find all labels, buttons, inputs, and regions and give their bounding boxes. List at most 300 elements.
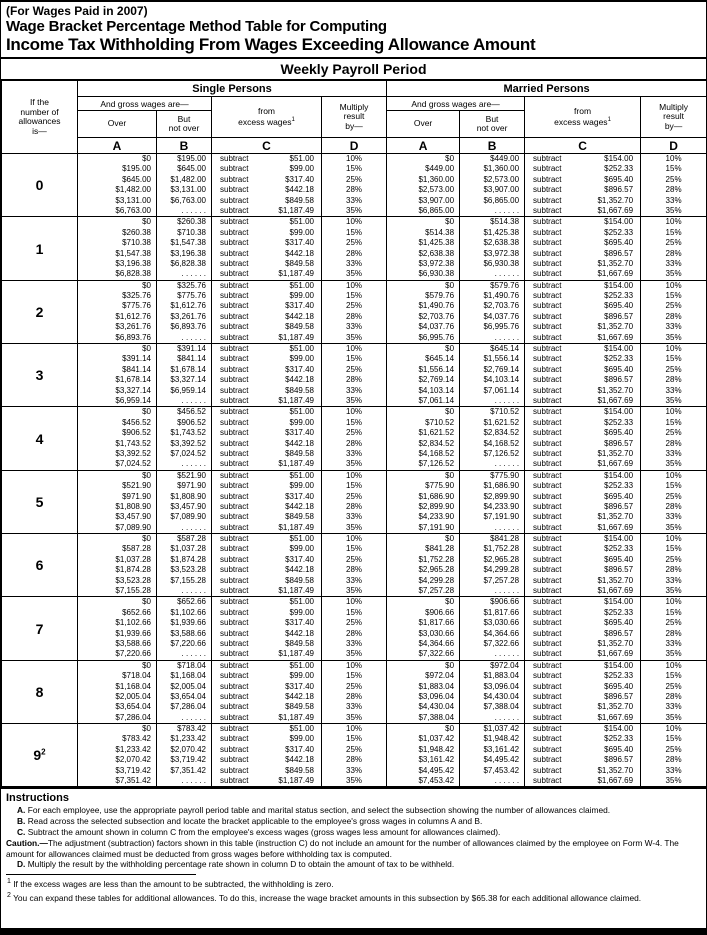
subtract-amount: $317.40 xyxy=(285,744,314,754)
wage-over-amount: $0 xyxy=(445,534,455,544)
subtract-word: subtract xyxy=(220,765,249,775)
subtract-line xyxy=(525,418,640,428)
subtract-amount: $1,187.49 xyxy=(278,269,314,279)
allowance-block-2 xyxy=(2,280,707,343)
instruction-lead: A. xyxy=(17,805,26,816)
subtract-amount: $896.57 xyxy=(604,375,634,385)
subtract-word: subtract xyxy=(220,481,249,491)
subtract-line xyxy=(525,259,640,269)
married-over-cell xyxy=(387,344,460,407)
subtract-line xyxy=(212,196,321,206)
withholding-rate: 35% xyxy=(665,395,682,405)
subtract-amount: $99.00 xyxy=(289,734,314,744)
period-title: Weekly Payroll Period xyxy=(280,61,427,77)
footnote-divider xyxy=(6,874,196,875)
subtract-amount: $154.00 xyxy=(604,154,634,163)
allowances-header-line: allowances xyxy=(18,116,61,126)
subtract-word: subtract xyxy=(533,671,562,681)
subtract-line xyxy=(212,459,321,469)
wage-over-amount: $645.14 xyxy=(425,354,455,364)
withholding-rate: 10% xyxy=(665,660,682,670)
subtract-line xyxy=(212,682,321,692)
subtract-word: subtract xyxy=(220,776,249,786)
subtract-word: subtract xyxy=(533,501,562,511)
withholding-rate: 25% xyxy=(346,744,363,754)
wage-but-not-over-amount: $6,865.00 xyxy=(483,195,520,205)
wage-over-amount: $3,392.52 xyxy=(115,448,151,458)
withholding-rate: 33% xyxy=(665,258,682,268)
single-multiply-cell xyxy=(322,534,387,597)
subtract-word: subtract xyxy=(220,385,249,395)
subtract-amount: $1,352.70 xyxy=(597,385,634,395)
wage-but-not-over-amount: $3,972.38 xyxy=(483,248,520,258)
subtract-amount: $1,667.69 xyxy=(597,649,634,659)
wage-but-not-over-amount: $3,588.66 xyxy=(170,628,206,638)
withholding-rate: 10% xyxy=(346,470,363,480)
wage-over-amount: $971.90 xyxy=(122,491,151,501)
subtract-word: subtract xyxy=(220,691,249,701)
married-over-cell xyxy=(387,597,460,660)
wage-but-not-over-amount: $3,096.04 xyxy=(483,681,520,691)
subtract-word: subtract xyxy=(533,575,562,585)
withholding-rate: 35% xyxy=(346,586,363,596)
title-line-1: Wage Bracket Percentage Method Table for Computing xyxy=(6,18,387,35)
wage-but-not-over-amount: . . . . . . xyxy=(494,205,520,215)
wage-but-not-over-amount: . . . . . . xyxy=(494,712,520,722)
subtract-word: subtract xyxy=(533,217,562,227)
instruction-lead: C. xyxy=(17,827,26,838)
wage-but-not-over-amount: $7,061.14 xyxy=(483,385,520,395)
subtract-word: subtract xyxy=(533,322,562,332)
subtract-amount: $317.40 xyxy=(285,174,314,184)
allowance-count xyxy=(2,597,78,660)
subtract-word: subtract xyxy=(533,724,562,734)
wage-but-not-over-amount: $1,102.66 xyxy=(170,607,206,617)
withholding-rate: 35% xyxy=(346,395,363,405)
subtract-word: subtract xyxy=(533,638,562,648)
wage-over-amount: $4,103.14 xyxy=(418,385,455,395)
subtract-line xyxy=(525,301,640,311)
subtract-word: subtract xyxy=(220,448,249,458)
subtract-word: subtract xyxy=(220,438,249,448)
subtract-amount: $1,187.49 xyxy=(278,776,314,786)
wage-but-not-over-amount: $3,654.04 xyxy=(170,691,206,701)
subtract-line xyxy=(525,724,640,734)
subtract-line xyxy=(525,661,640,671)
withholding-rate: 25% xyxy=(665,681,682,691)
wage-but-not-over-amount: $7,024.52 xyxy=(170,448,206,458)
subtract-line xyxy=(525,523,640,533)
wage-but-not-over-amount: . . . . . . xyxy=(181,522,206,532)
withholding-rate: 28% xyxy=(346,501,363,511)
wage-over-amount: $1,360.00 xyxy=(418,174,455,184)
withholding-rate: 28% xyxy=(665,438,682,448)
subtract-line xyxy=(212,281,321,291)
subtract-amount: $51.00 xyxy=(289,534,314,544)
subtract-word: subtract xyxy=(533,607,562,617)
column-letter-a-single: A xyxy=(78,138,157,154)
subtract-line xyxy=(525,449,640,459)
subtract-amount: $252.33 xyxy=(604,671,634,681)
footnote-ref-1: 1 xyxy=(607,117,611,124)
withholding-rate: 15% xyxy=(346,291,363,301)
wage-but-not-over-amount: $1,752.28 xyxy=(483,544,520,554)
but-not-over-header-married: But not over xyxy=(460,111,525,138)
wage-but-not-over-amount: $4,168.52 xyxy=(483,438,520,448)
subtract-word: subtract xyxy=(220,744,249,754)
withholding-rate: 10% xyxy=(665,470,682,480)
withholding-rate: 28% xyxy=(665,185,682,195)
wage-over-amount: $1,037.42 xyxy=(418,734,455,744)
subtract-amount: $896.57 xyxy=(604,691,634,701)
withholding-rate: 25% xyxy=(665,491,682,501)
allowance-count xyxy=(2,217,78,280)
subtract-line xyxy=(525,333,640,343)
wage-over-amount: $710.52 xyxy=(425,417,455,427)
withholding-rate: 15% xyxy=(665,481,682,491)
subtract-amount: $849.58 xyxy=(285,765,314,775)
wage-but-not-over-amount: $2,638.38 xyxy=(483,238,520,248)
subtract-line xyxy=(212,776,321,786)
wage-over-amount: $906.66 xyxy=(425,607,455,617)
subtract-line xyxy=(525,249,640,259)
wage-over-amount: $0 xyxy=(142,154,151,163)
page-bottom-bar xyxy=(1,928,706,935)
wage-but-not-over-amount: $4,364.66 xyxy=(483,628,520,638)
subtract-word: subtract xyxy=(533,154,562,163)
withholding-rate: 33% xyxy=(665,448,682,458)
wage-but-not-over-amount: $7,155.28 xyxy=(170,575,206,585)
subtract-word: subtract xyxy=(220,491,249,501)
subtract-word: subtract xyxy=(220,248,249,258)
married-over-cell xyxy=(387,407,460,470)
wage-but-not-over-amount: $906.66 xyxy=(490,597,520,607)
withholding-rate: 33% xyxy=(346,448,363,458)
wage-over-amount: $325.76 xyxy=(122,291,151,301)
married-subtract-cell xyxy=(525,217,641,280)
subtract-word: subtract xyxy=(220,534,249,544)
column-letter-c-married: C xyxy=(525,138,641,154)
wage-over-amount: $3,457.90 xyxy=(115,512,151,522)
withholding-rate: 33% xyxy=(665,195,682,205)
subtract-line xyxy=(212,555,321,565)
wage-but-not-over-amount: $652.66 xyxy=(177,597,206,607)
subtract-amount: $695.40 xyxy=(604,491,634,501)
instruction-item: D. Multiply the result by the withholding percentage rate shown in column D to obtain the amount of tax to be withheld. xyxy=(17,859,455,870)
subtract-word: subtract xyxy=(220,164,249,174)
withholding-rate: 35% xyxy=(665,522,682,532)
withholding-rate: 35% xyxy=(346,332,363,342)
withholding-rate: 15% xyxy=(346,481,363,491)
wage-but-not-over-amount: $2,965.28 xyxy=(483,554,520,564)
wage-but-not-over-amount: $6,930.38 xyxy=(483,258,520,268)
single-multiply-cell xyxy=(322,724,387,788)
subtract-amount: $849.58 xyxy=(285,702,314,712)
subtract-line xyxy=(212,439,321,449)
withholding-rate: 15% xyxy=(346,354,363,364)
single-persons-group-header: Single Persons xyxy=(78,80,387,97)
column-letter-b-married: B xyxy=(460,138,525,154)
wage-but-not-over-amount: $325.76 xyxy=(177,280,206,290)
multiply-result-header-single: Multiply result by— xyxy=(322,97,387,138)
withholding-rate: 25% xyxy=(665,428,682,438)
wage-over-amount: $1,678.14 xyxy=(115,375,151,385)
subtract-word: subtract xyxy=(220,671,249,681)
allowance-number: 7 xyxy=(35,620,44,637)
wage-but-not-over-amount: $1,612.76 xyxy=(170,301,206,311)
subtract-line xyxy=(212,396,321,406)
subtract-amount: $442.18 xyxy=(285,501,314,511)
subtract-line xyxy=(212,375,321,385)
allowance-count xyxy=(2,154,78,217)
married-multiply-cell xyxy=(641,534,707,597)
withholding-rate: 33% xyxy=(665,638,682,648)
wage-but-not-over-amount: $449.00 xyxy=(490,154,520,163)
subtract-from-excess-wages-header-married: from excess wages$^1$ xyxy=(525,97,641,138)
subtract-line xyxy=(525,692,640,702)
subtract-word: subtract xyxy=(220,354,249,364)
subtract-word: subtract xyxy=(220,649,249,659)
wage-but-not-over-amount: $841.14 xyxy=(177,354,206,364)
withholding-rate: 25% xyxy=(346,364,363,374)
subtract-word: subtract xyxy=(533,470,562,480)
subtract-line xyxy=(212,639,321,649)
wage-but-not-over-amount: $2,899.90 xyxy=(483,491,520,501)
subtract-word: subtract xyxy=(533,195,562,205)
withholding-rate: 25% xyxy=(665,744,682,754)
subtract-amount: $154.00 xyxy=(604,660,634,670)
subtract-amount: $99.00 xyxy=(289,481,314,491)
single-over-cell xyxy=(78,597,157,660)
subtract-word: subtract xyxy=(533,291,562,301)
subtract-line xyxy=(525,629,640,639)
subtract-word: subtract xyxy=(220,565,249,575)
gross-wages-header-single: And gross wages are— xyxy=(78,97,212,111)
wage-over-amount: $1,939.66 xyxy=(115,628,151,638)
subtract-line xyxy=(212,471,321,481)
subtract-amount: $51.00 xyxy=(289,470,314,480)
withholding-rate: 28% xyxy=(346,248,363,258)
wage-but-not-over-amount: . . . . . . xyxy=(181,649,206,659)
subtract-amount: $1,667.69 xyxy=(597,395,634,405)
column-letter-c-single: C xyxy=(212,138,322,154)
wage-but-not-over-amount: $7,126.52 xyxy=(483,448,520,458)
subtract-amount: $154.00 xyxy=(604,217,634,227)
subtract-word: subtract xyxy=(533,554,562,564)
subtract-amount: $849.58 xyxy=(285,385,314,395)
withholding-rate: 35% xyxy=(665,205,682,215)
withholding-rate: 15% xyxy=(346,734,363,744)
wage-but-not-over-amount: $6,828.38 xyxy=(170,258,206,268)
wage-over-amount: $3,972.38 xyxy=(418,258,455,268)
subtract-word: subtract xyxy=(533,280,562,290)
wage-over-amount: $7,024.52 xyxy=(115,459,151,469)
wage-over-amount: $7,351.42 xyxy=(115,776,151,786)
allowance-number: 2 xyxy=(35,303,44,320)
subtract-amount: $154.00 xyxy=(604,534,634,544)
withholding-rate: 25% xyxy=(346,618,363,628)
wage-over-amount: $1,168.04 xyxy=(115,681,151,691)
column-letter-b-single: B xyxy=(157,138,212,154)
wage-but-not-over-amount: $3,327.14 xyxy=(170,375,206,385)
wage-over-amount: $7,388.04 xyxy=(418,712,455,722)
withholding-rate: 10% xyxy=(346,660,363,670)
wage-but-not-over-amount: $841.28 xyxy=(490,534,520,544)
wage-but-not-over-amount: $972.04 xyxy=(490,660,520,670)
subtract-word: subtract xyxy=(533,565,562,575)
allowance-number: 0 xyxy=(35,177,44,194)
subtract-word: subtract xyxy=(533,185,562,195)
subtract-amount: $1,187.49 xyxy=(278,395,314,405)
subtract-line xyxy=(212,333,321,343)
wage-but-not-over-amount: $587.28 xyxy=(177,534,206,544)
single-over-cell xyxy=(78,344,157,407)
subtract-amount: $252.33 xyxy=(604,544,634,554)
single-subtract-cell xyxy=(212,407,322,470)
subtract-word: subtract xyxy=(220,638,249,648)
withholding-rate: 35% xyxy=(665,459,682,469)
subtract-amount: $442.18 xyxy=(285,248,314,258)
subtract-from-excess-wages-header-single: from excess wages$^1$ xyxy=(212,97,322,138)
wage-over-amount: $1,686.90 xyxy=(418,491,455,501)
footnote-ref-1: 1 xyxy=(291,117,295,124)
subtract-amount: $1,667.69 xyxy=(597,586,634,596)
allowance-number: 1 xyxy=(35,240,44,257)
withholding-rate: 10% xyxy=(665,280,682,290)
withholding-rate: 33% xyxy=(665,512,682,522)
subtract-line xyxy=(212,312,321,322)
wage-but-not-over-amount: $4,103.14 xyxy=(483,375,520,385)
allowances-column-header xyxy=(2,80,78,154)
married-but-not-over-cell xyxy=(460,660,525,723)
subtract-word: subtract xyxy=(220,154,249,163)
withholding-rate: 25% xyxy=(665,174,682,184)
subtract-line xyxy=(212,586,321,596)
subtract-word: subtract xyxy=(533,395,562,405)
withholding-rate: 15% xyxy=(665,544,682,554)
wage-but-not-over-amount: . . . . . . xyxy=(494,522,520,532)
subtract-amount: $317.40 xyxy=(285,301,314,311)
subtract-amount: $896.57 xyxy=(604,501,634,511)
wage-over-amount: $1,621.52 xyxy=(418,428,455,438)
wage-but-not-over-amount: $1,490.76 xyxy=(483,291,520,301)
subtract-word: subtract xyxy=(533,544,562,554)
allowance-number: 3 xyxy=(35,367,44,384)
wage-over-amount: $0 xyxy=(445,407,455,417)
subtract-amount: $695.40 xyxy=(604,618,634,628)
subtract-word: subtract xyxy=(220,407,249,417)
subtract-word: subtract xyxy=(220,174,249,184)
wage-but-not-over-amount: $2,834.52 xyxy=(483,428,520,438)
withholding-rate: 25% xyxy=(346,491,363,501)
withholding-rate: 33% xyxy=(346,258,363,268)
wage-but-not-over-amount: $3,523.28 xyxy=(170,565,206,575)
married-subtract-cell xyxy=(525,280,641,343)
wage-but-not-over-amount: $3,907.00 xyxy=(483,185,520,195)
subtract-amount: $252.33 xyxy=(604,354,634,364)
subtract-amount: $317.40 xyxy=(285,554,314,564)
subtract-line xyxy=(212,523,321,533)
wage-but-not-over-amount: . . . . . . xyxy=(181,395,206,405)
footnote-2: $^2$ You can expand these tables for additional allowances. To do this, increase the wage bracket amounts in this subsection by $65.38 for each additional allowance claimed. xyxy=(7,891,642,903)
subtract-word: subtract xyxy=(220,291,249,301)
subtract-line xyxy=(525,481,640,491)
subtract-amount: $849.58 xyxy=(285,448,314,458)
wage-but-not-over-amount: $521.90 xyxy=(177,470,206,480)
wage-but-not-over-amount: $1,547.38 xyxy=(170,238,206,248)
subtract-line xyxy=(212,175,321,185)
subtract-amount: $695.40 xyxy=(604,364,634,374)
married-multiply-cell xyxy=(641,724,707,788)
withholding-rate: 35% xyxy=(665,586,682,596)
withholding-rate: 35% xyxy=(665,649,682,659)
married-subtract-cell xyxy=(525,534,641,597)
single-multiply-cell xyxy=(322,407,387,470)
wage-but-not-over-amount: $1,556.14 xyxy=(483,354,520,364)
subtract-amount: $695.40 xyxy=(604,174,634,184)
subtract-word: subtract xyxy=(220,375,249,385)
single-but-not-over-cell xyxy=(157,217,212,280)
column-letter-a-married: A xyxy=(387,138,460,154)
wage-over-amount: $0 xyxy=(445,344,455,354)
wage-over-amount: $3,131.00 xyxy=(115,195,151,205)
subtract-word: subtract xyxy=(533,691,562,701)
subtract-word: subtract xyxy=(533,269,562,279)
allowance-number: 9 xyxy=(33,747,42,764)
subtract-line xyxy=(212,649,321,659)
withholding-rate: 25% xyxy=(346,554,363,564)
withholding-rate: 33% xyxy=(665,702,682,712)
wage-over-amount: $456.52 xyxy=(122,417,151,427)
wage-bracket-table xyxy=(1,79,707,789)
married-subtract-cell xyxy=(525,470,641,533)
wage-but-not-over-amount: $1,743.52 xyxy=(170,428,206,438)
withholding-rate: 25% xyxy=(665,364,682,374)
withholding-rate: 33% xyxy=(346,385,363,395)
subtract-word: subtract xyxy=(220,195,249,205)
wage-over-amount: $710.38 xyxy=(122,238,151,248)
subtract-line xyxy=(212,259,321,269)
withholding-rate: 28% xyxy=(346,375,363,385)
subtract-word: subtract xyxy=(220,269,249,279)
wage-but-not-over-amount: $1,808.90 xyxy=(170,491,206,501)
wage-over-amount: $6,959.14 xyxy=(115,395,151,405)
subtract-line xyxy=(525,439,640,449)
column-letter-d-single: D xyxy=(322,138,387,154)
subtract-line xyxy=(212,512,321,522)
subtract-line xyxy=(212,238,321,248)
wage-but-not-over-amount: . . . . . . xyxy=(181,269,206,279)
subtract-word: subtract xyxy=(533,597,562,607)
single-multiply-cell xyxy=(322,280,387,343)
withholding-rate: 15% xyxy=(665,164,682,174)
subtract-line xyxy=(525,608,640,618)
subtract-amount: $1,187.49 xyxy=(278,712,314,722)
subtract-amount: $252.33 xyxy=(604,291,634,301)
subtract-amount: $896.57 xyxy=(604,438,634,448)
subtract-line xyxy=(212,734,321,744)
subtract-line xyxy=(525,713,640,723)
subtract-line xyxy=(212,629,321,639)
wage-over-amount: $906.52 xyxy=(122,428,151,438)
subtract-line xyxy=(525,365,640,375)
instruction-items xyxy=(6,805,701,870)
instruction-item: Caution.—The adjustment (subtraction) factors shown in this table (instruction C) do not include an amount for the number of allowances claimed by the employee on Form W-4. The amount for allowances claimed must be deducted from gross wages before withholding tax is computed. xyxy=(6,837,679,859)
subtract-word: subtract xyxy=(220,618,249,628)
married-but-not-over-cell xyxy=(460,154,525,217)
wage-but-not-over-amount: $4,299.28 xyxy=(483,565,520,575)
allowance-block-3 xyxy=(2,344,707,407)
